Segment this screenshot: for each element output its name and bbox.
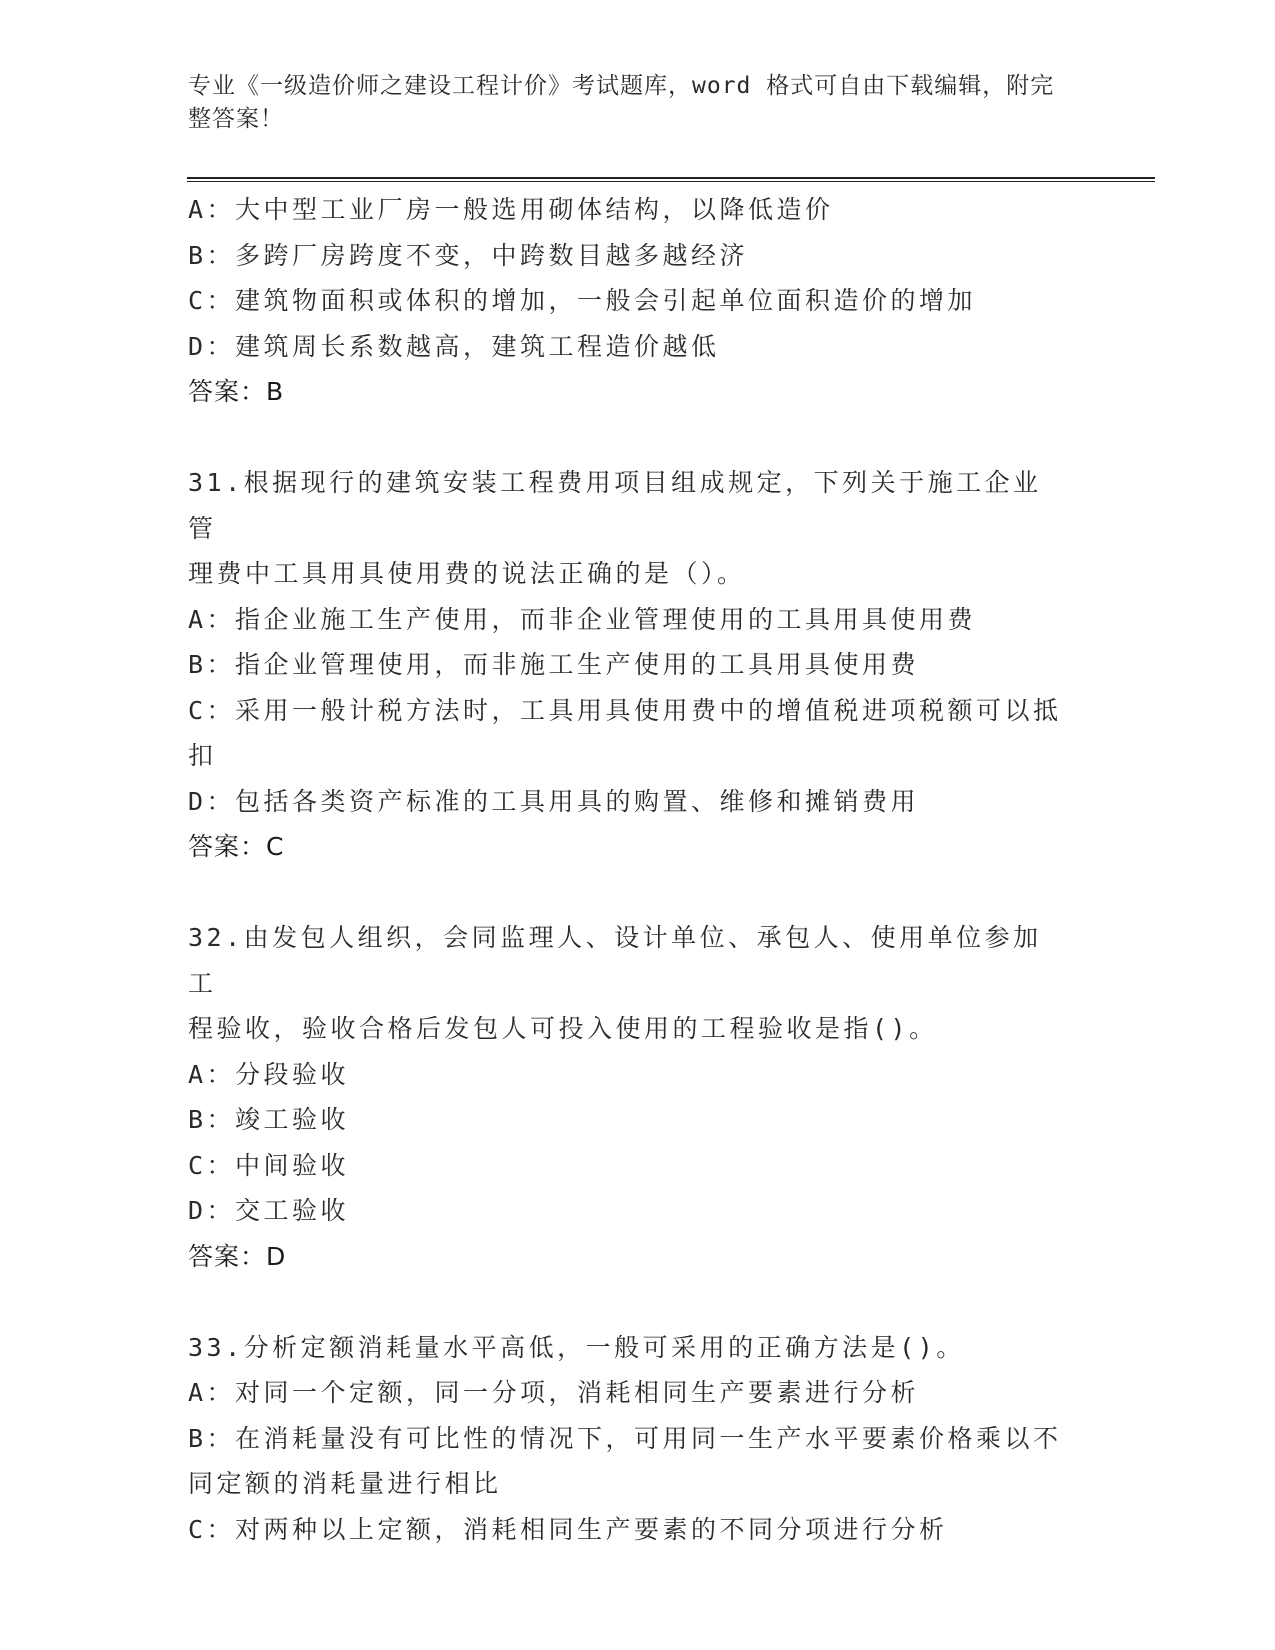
option-d: D：建筑周长系数越高，建筑工程造价越低 xyxy=(188,331,720,361)
spacer xyxy=(188,415,1088,461)
answer-label: 答案：C xyxy=(188,832,285,861)
answer-label: 答案：D xyxy=(188,1241,287,1271)
option-c-continued: 扣 xyxy=(188,741,217,770)
question-stem-line: 程验收，验收合格后发包人可投入使用的工程验收是指()。 xyxy=(188,1014,938,1043)
option-d: D：包括各类资产标准的工具用具的购置、维修和摊销费用 xyxy=(188,786,920,816)
header-line-2: 整答案！ xyxy=(188,106,284,132)
option-c: C：建筑物面积或体积的增加，一般会引起单位面积造价的增加 xyxy=(188,286,977,315)
option-a: A：大中型工业厂房一般选用砌体结构，以降低造价 xyxy=(188,195,834,224)
question-stem-line: 33.分析定额消耗量水平高低，一般可采用的正确方法是()。 xyxy=(188,1332,965,1362)
option-a: A：指企业施工生产使用，而非企业管理使用的工具用具使用费 xyxy=(188,604,977,634)
page-header xyxy=(188,70,1068,136)
option-b: B：竣工验收 xyxy=(188,1105,350,1134)
option-c: C：中间验收 xyxy=(188,1150,350,1180)
spacer xyxy=(188,1279,1088,1325)
header-divider xyxy=(187,177,1155,182)
question-31 xyxy=(188,460,1088,870)
question-list xyxy=(188,187,1088,1552)
spacer xyxy=(188,870,1088,916)
question-30 xyxy=(188,187,1088,415)
answer-label: 答案：B xyxy=(188,377,285,406)
option-d: D：交工验收 xyxy=(188,1196,350,1225)
question-stem-line: 31.根据现行的建筑安装工程费用项目组成规定，下列关于施工企业管 xyxy=(188,468,1042,543)
question-32 xyxy=(188,915,1088,1279)
question-33 xyxy=(188,1325,1088,1553)
option-b-continued: 同定额的消耗量进行相比 xyxy=(188,1469,502,1498)
option-b: B：在消耗量没有可比性的情况下，可用同一生产水平要素价格乘以不 xyxy=(188,1423,1062,1453)
header-line-1: 专业《一级造价师之建设工程计价》考试题库，word 格式可自由下载编辑，附完 xyxy=(188,73,1055,99)
option-b: B：多跨厂房跨度不变，中跨数目越多越经济 xyxy=(188,240,749,270)
option-b: B：指企业管理使用，而非施工生产使用的工具用具使用费 xyxy=(188,650,920,679)
option-c: C：对两种以上定额，消耗相同生产要素的不同分项进行分析 xyxy=(188,1514,948,1544)
question-stem-line: 理费中工具用具使用费的说法正确的是（）。 xyxy=(188,559,746,588)
option-c: C：采用一般计税方法时，工具用具使用费中的增值税进项税额可以抵 xyxy=(188,695,1062,725)
question-stem-line: 32.由发包人组织，会同监理人、设计单位、承包人、使用单位参加工 xyxy=(188,923,1042,998)
option-a: A：对同一个定额，同一分项，消耗相同生产要素进行分析 xyxy=(188,1378,920,1407)
option-a: A：分段验收 xyxy=(188,1059,350,1089)
